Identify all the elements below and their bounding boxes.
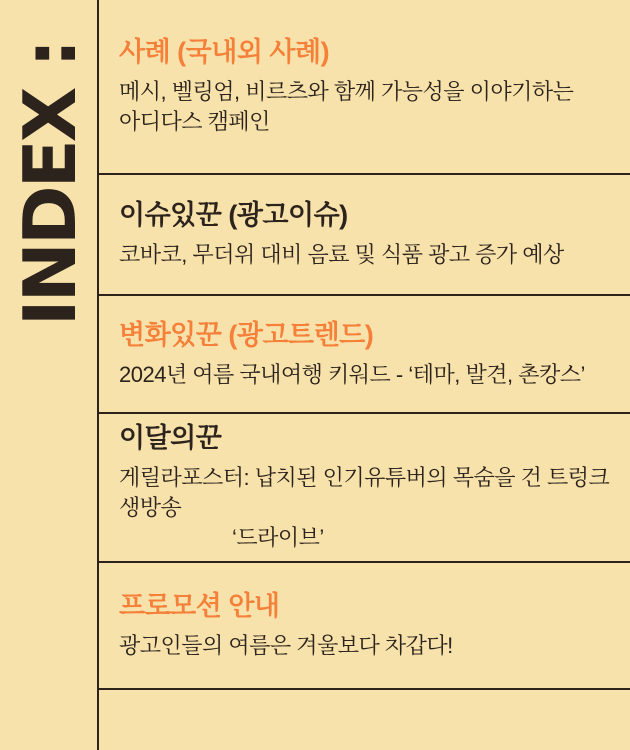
section-title: 이슈있꾼 (광고이슈) xyxy=(119,200,348,230)
section-description-line: ‘드라이브’ xyxy=(232,525,324,550)
index-content xyxy=(99,0,630,750)
index-section-ad-issues xyxy=(99,175,630,296)
index-sidebar xyxy=(0,0,97,750)
section-description-line: 메시, 벨링엄, 비르츠와 함께 가능성을 이야기하는 xyxy=(119,79,574,104)
section-description-line: 광고인들의 여름은 겨울보다 차갑다! xyxy=(119,633,453,658)
index-section-promotion xyxy=(99,563,630,690)
section-title: 프로모션 안내 xyxy=(119,591,280,621)
index-title-vertical: INDEX : xyxy=(8,41,92,327)
section-description-line: 게릴라포스터: 납치된 인기유튜버의 목숨을 건 트렁크 생방송 xyxy=(119,465,610,520)
section-description-line: 2024년 여름 국내여행 키워드 - ‘테마, 발견, 촌캉스’ xyxy=(119,361,585,387)
index-section-ad-trends xyxy=(99,296,630,414)
section-title: 사례 (국내외 사례) xyxy=(119,37,330,67)
section-title: 이달의꾼 xyxy=(119,423,222,453)
section-description-line: 아디다스 캠페인 xyxy=(119,109,270,134)
section-title: 변화있꾼 (광고트렌드) xyxy=(119,319,374,350)
index-section-empty xyxy=(99,690,630,750)
index-section-this-month xyxy=(99,414,630,563)
section-description-line: 코바코, 무더위 대비 음료 및 식품 광고 증가 예상 xyxy=(119,242,564,267)
index-section-cases xyxy=(99,0,630,175)
